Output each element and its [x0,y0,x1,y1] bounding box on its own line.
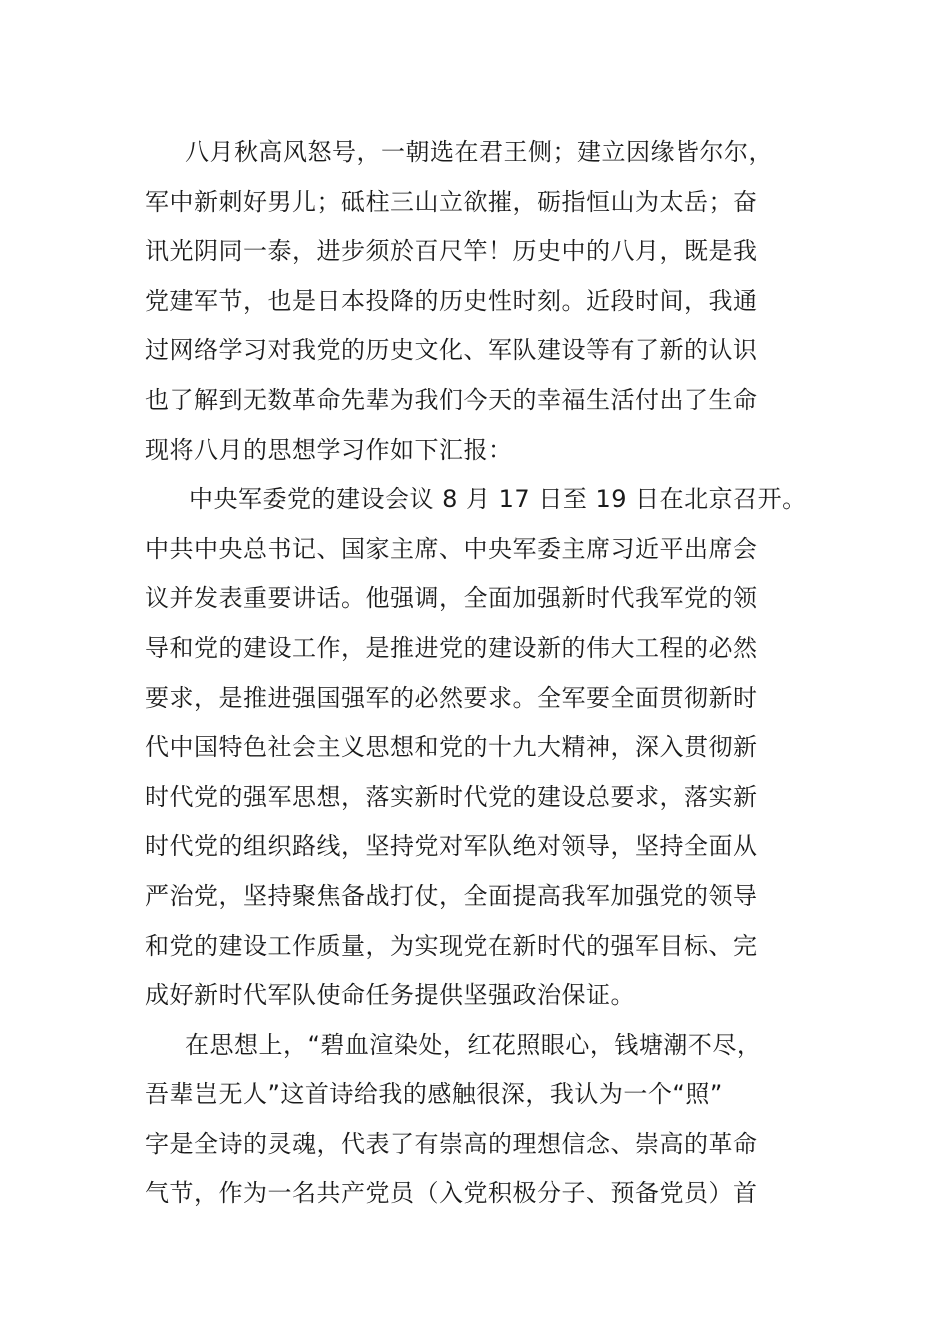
paragraph-3 [145,1021,835,1219]
paragraph-line: 中共中央总书记、国家主席、中央军委主席习近平出席会 [145,534,758,563]
paragraph-line: 代中国特色社会主义思想和党的十九大精神，深入贯彻新 [145,733,758,762]
paragraph-line: 讯光阴同一泰，进步须於百尺竿！历史中的八月，既是我 [145,237,758,266]
paragraph-line: 导和党的建设工作，是推进党的建设新的伟大工程的必然 [145,633,758,662]
paragraph-line: 中央军委党的建设会议 8 月 17 日至 19 日在北京召开。 [189,485,807,514]
paragraph-line: 党建军节，也是日本投降的历史性时刻。近段时间，我通 [145,286,758,315]
paragraph-line: 八月秋高风怒号，一朝选在君王侧；建立因缘皆尔尔， [185,138,773,166]
paragraph-line: 吾辈岂无人”这首诗给我的感触很深，我认为一个“照” [145,1080,723,1109]
paragraph-line: 要求，是推进强国强军的必然要求。全军要全面贯彻新时 [145,683,758,712]
paragraph-line: 现将八月的思想学习作如下汇报： [145,435,513,464]
document-body [145,128,835,1219]
paragraph-1 [145,128,835,475]
paragraph-line: 在思想上，“碧血渲染处，红花照眼心，钱塘潮不尽， [185,1030,762,1059]
paragraph-line: 过网络学习对我党的历史文化、军队建设等有了新的认识 [145,336,758,365]
paragraph-line: 和党的建设工作质量，为实现党在新时代的强军目标、完 [145,931,758,960]
paragraph-line: 也了解到无数革命先辈为我们今天的幸福生活付出了生命 [145,385,758,414]
paragraph-line: 严治党，坚持聚焦备战打仗，全面提高我军加强党的领导 [145,881,758,910]
paragraph-line: 字是全诗的灵魂，代表了有崇高的理想信念、崇高的革命 [145,1129,758,1158]
paragraph-line: 成好新时代军队使命任务提供坚强政治保证。 [145,981,635,1010]
paragraph-line: 气节，作为一名共产党员（入党积极分子、预备党员）首 [145,1179,758,1208]
paragraph-line: 议并发表重要讲话。他强调，全面加强新时代我军党的领 [145,584,758,613]
paragraph-line: 时代党的强军思想，落实新时代党的建设总要求，落实新 [145,782,758,811]
paragraph-2 [145,475,835,1021]
paragraph-line: 军中新刺好男儿；砥柱三山立欲摧，砺指恒山为太岳；奋 [145,187,758,216]
paragraph-line: 时代党的组织路线，坚持党对军队绝对领导，坚持全面从 [145,832,758,861]
